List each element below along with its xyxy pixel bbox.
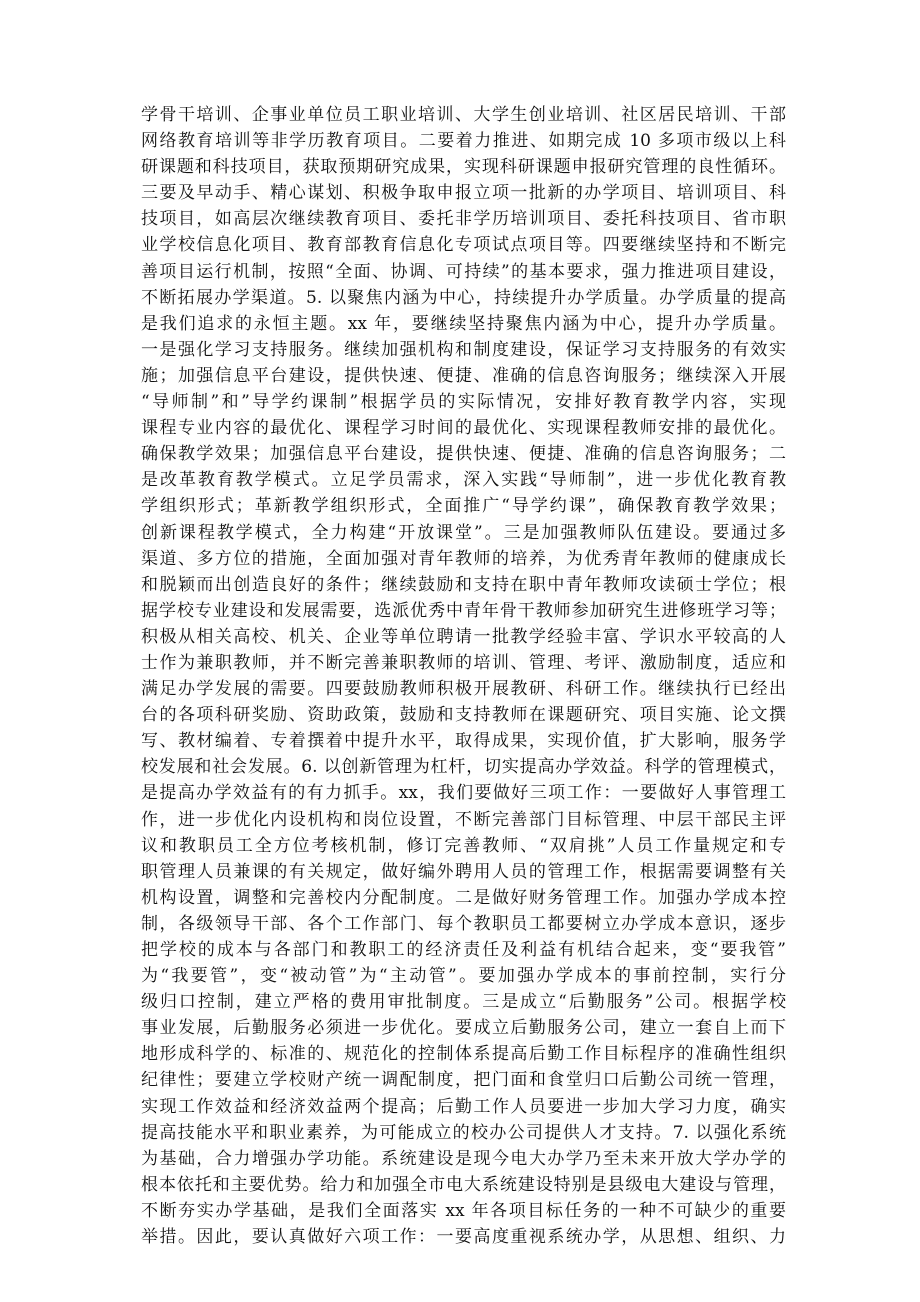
text-line: 地形成科学的、标准的、规范化的控制体系提高后勤工作目标程序的准确性组织 <box>141 1044 786 1065</box>
text-line: 台的各项科研奖励、资助政策，鼓励和支持教师在课题研究、项目实施、论文撰 <box>141 705 786 726</box>
text-line: 是我们追求的永恒主题。xx 年，要继续坚持聚焦内涵为中心，提升办学质量。 <box>141 313 786 334</box>
text-line: 作，进一步优化内设机构和岗位设置，不断完善部门目标管理、中层干部民主评 <box>141 809 786 830</box>
text-line: 议和教职员工全方位考核机制，修订完善教师、“双肩挑”人员工作量规定和专 <box>141 835 786 856</box>
text-line: 提高技能水平和职业素养，为可能成立的校办公司提供人才支持。7. 以强化系统 <box>141 1122 786 1143</box>
text-line: 创新课程教学模式，全力构建“开放课堂”。三是加强教师队伍建设。要通过多 <box>141 522 786 543</box>
text-line: 机构设置，调整和完善校内分配制度。二是做好财务管理工作。加强办学成本控 <box>141 887 786 908</box>
text-line: 技项目，如高层次继续教育项目、委托非学历培训项目、委托科技项目、省市职 <box>141 209 786 230</box>
text-line: 施；加强信息平台建设，提供快速、便捷、准确的信息咨询服务；继续深入开展 <box>141 365 786 386</box>
text-line: 和脱颖而出创造良好的条件；继续鼓励和支持在职中青年教师攻读硕士学位；根 <box>141 574 786 595</box>
text-line: 举措。因此，要认真做好六项工作：一要高度重视系统办学，从思想、组织、力 <box>141 1227 786 1248</box>
text-line: 为“我要管”，变“被动管”为“主动管”。要加强办学成本的事前控制，实行分 <box>141 966 786 987</box>
text-line: 不断夯实办学基础，是我们全面落实 xx 年各项目标任务的一种不可缺少的重要 <box>141 1200 786 1221</box>
text-line: 实现工作效益和经济效益两个提高；后勤工作人员要进一步加大学习力度，确实 <box>141 1096 786 1117</box>
text-line: 士作为兼职教师，并不断完善兼职教师的培训、管理、考评、激励制度，适应和 <box>141 652 786 673</box>
text-line: 级归口控制，建立严格的费用审批制度。三是成立“后勤服务”公司。根据学校 <box>141 992 786 1013</box>
text-line: 渠道、多方位的措施，全面加强对青年教师的培养，为优秀青年教师的健康成长 <box>141 548 786 569</box>
text-line: 课程专业内容的最优化、课程学习时间的最优化、实现课程教师安排的最优化。 <box>141 418 786 439</box>
text-line: 把学校的成本与各部门和教职工的经济责任及利益有机结合起来，变“要我管” <box>141 940 786 960</box>
text-line: 一是强化学习支持服务。继续加强机构和制度建设，保证学习支持服务的有效实 <box>141 339 786 360</box>
text-line: 满足办学发展的需要。四要鼓励教师积极开展教研、科研工作。继续执行已经出 <box>141 679 786 700</box>
text-line: “导师制”和”导学约课制”根据学员的实际情况，安排好教育教学内容，实现 <box>141 392 786 413</box>
text-line: 据学校专业建设和发展需要，选派优秀中青年骨干教师参加研究生进修班学习等； <box>141 600 786 621</box>
text-line: 确保教学效果；加强信息平台建设，提供快速、便捷、准确的信息咨询服务；二 <box>141 444 786 465</box>
text-line: 网络教育培训等非学历教育项目。二要着力推进、如期完成 10 多项市级以上科 <box>141 131 786 152</box>
text-line: 职管理人员兼课的有关规定，做好编外聘用人员的管理工作，根据需要调整有关 <box>141 861 786 882</box>
text-line: 学组织形式；革新教学组织形式，全面推广“导学约课”，确保教育教学效果； <box>141 496 786 517</box>
text-line: 三要及早动手、精心谋划、积极争取申报立项一批新的办学项目、培训项目、科 <box>141 183 786 204</box>
text-line: 学骨干培训、企事业单位员工职业培训、大学生创业培训、社区居民培训、干部 <box>141 105 786 125</box>
text-line: 写、教材编着、专着撰着中提升水平，取得成果，实现价值，扩大影响，服务学 <box>141 731 786 752</box>
text-line: 为基础，合力增强办学功能。系统建设是现今电大办学乃至未来开放大学办学的 <box>141 1148 786 1169</box>
text-line: 是提高办学效益有的有力抓手。xx，我们要做好三项工作：一要做好人事管理工 <box>141 783 786 804</box>
text-line: 善项目运行机制，按照“全面、协调、可持续”的基本要求，强力推进项目建设， <box>141 261 786 282</box>
text-line: 纪律性；要建立学校财产统一调配制度，把门面和食堂归口后勤公司统一管理， <box>141 1070 786 1091</box>
text-line: 校发展和社会发展。6. 以创新管理为杠杆，切实提高办学效益。科学的管理模式， <box>141 757 786 778</box>
text-line: 根本依托和主要优势。给力和加强全市电大系统建设特别是县级电大建设与管理， <box>141 1174 786 1195</box>
text-line: 制，各级领导干部、各个工作部门、每个教职员工都要树立办学成本意识，逐步 <box>141 913 786 934</box>
text-line: 不断拓展办学渠道。5. 以聚焦内涵为中心，持续提升办学质量。办学质量的提高 <box>141 287 786 308</box>
text-line: 业学校信息化项目、教育部教育信息化专项试点项目等。四要继续坚持和不断完 <box>141 235 786 256</box>
text-line: 研课题和科技项目，获取预期研究成果，实现科研课题申报研究管理的良性循环。 <box>141 157 786 178</box>
body-text <box>141 102 786 1250</box>
text-line: 是改革教育教学模式。立足学员需求，深入实践“导师制”，进一步优化教育教 <box>141 470 786 491</box>
text-line: 积极从相关高校、机关、企业等单位聘请一批教学经验丰富、学识水平较高的人 <box>141 626 786 647</box>
text-line: 事业发展，后勤服务必须进一步优化。要成立后勤服务公司，建立一套自上而下 <box>141 1018 786 1039</box>
